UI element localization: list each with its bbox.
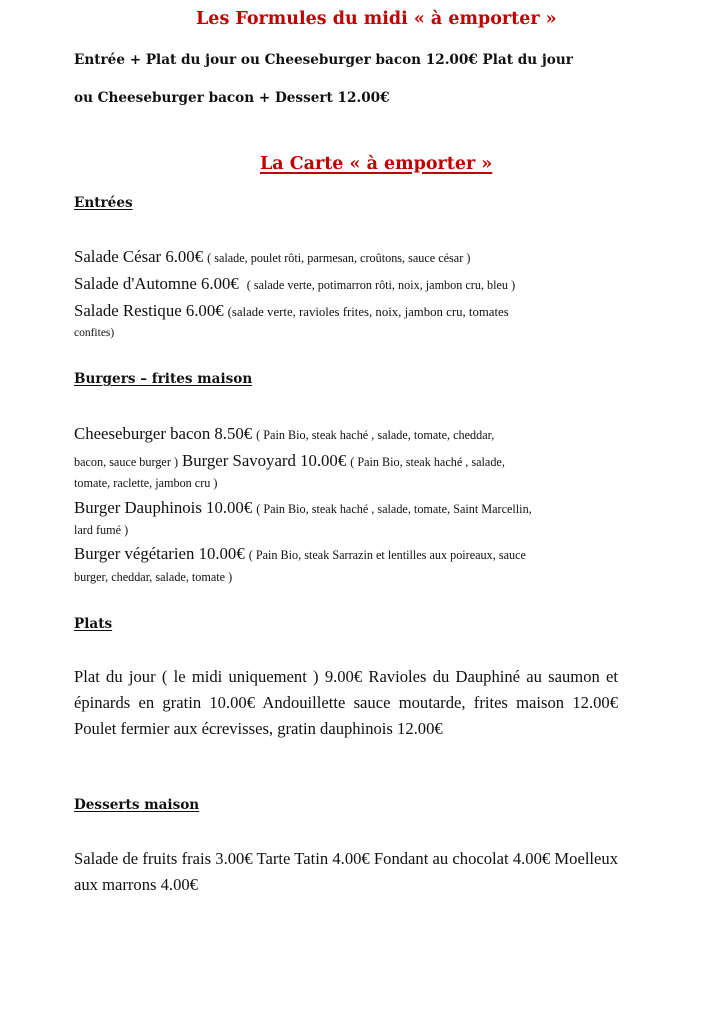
item-name-price: Salade d'Automne 6.00€ [74, 274, 239, 293]
item-description: ( Pain Bio, steak Sarrazin et lentilles aux poireaux, sauce [248, 548, 526, 562]
item-description-cont: bacon, sauce burger ) [74, 455, 178, 469]
item-description: ( Pain Bio, steak haché , salade, [350, 455, 505, 469]
item-description-cont: burger, cheddar, salade, tomate ) [74, 570, 233, 584]
menu-item [74, 424, 494, 444]
menu-item [74, 544, 526, 564]
item-name-price: Burger végétarien 10.00€ [74, 544, 245, 563]
item-name-price: Burger Savoyard 10.00€ [182, 451, 347, 470]
item-name-price: Cheeseburger bacon 8.50€ [74, 424, 253, 443]
menu-item [74, 274, 515, 294]
item-description: (salade verte, ravioles frites, noix, jambon cru, tomates [227, 305, 509, 319]
formule-line: ou Cheeseburger bacon + Dessert 12.00€ [74, 90, 390, 106]
menu-item [74, 301, 509, 321]
formule-line: Entrée + Plat du jour ou Cheeseburger bacon 12.00€ Plat du jour [74, 52, 573, 68]
menu-item [74, 451, 505, 471]
item-description: ( Pain Bio, steak haché , salade, tomate, cheddar, [256, 428, 495, 442]
item-name-price: Salade César 6.00€ [74, 247, 204, 266]
carte-title: La Carte « à emporter » [260, 154, 493, 174]
item-description-cont: tomate, raclette, jambon cru ) [74, 476, 218, 490]
section-heading-desserts: Desserts maison [74, 797, 200, 813]
item-description: ( Pain Bio, steak haché , salade, tomate, Saint Marcellin, [256, 502, 532, 516]
desserts-text: Salade de fruits frais 3.00€ Tarte Tatin 4.00€ Fondant au chocolat 4.00€ Moelleux aux marrons 4.00€ [74, 849, 618, 894]
menu-item [74, 247, 470, 267]
item-description: ( salade, poulet rôti, parmesan, croûtons, sauce césar ) [207, 251, 471, 265]
section-heading-burgers: Burgers – frites maison [74, 371, 253, 387]
item-name-price: Salade Restique 6.00€ [74, 301, 224, 320]
item-description-cont: lard fumé ) [74, 523, 129, 537]
item-description-cont: confites) [74, 327, 115, 339]
menu-item [74, 498, 532, 518]
item-name-price: Burger Dauphinois 10.00€ [74, 498, 253, 517]
formules-title: Les Formules du midi « à emporter » [196, 9, 557, 29]
plats-text: Plat du jour ( le midi uniquement ) 9.00€ Ravioles du Dauphiné au saumon et épinards en gratin 10.00€ Andouillette sauce moutarde, frites maison 12.00€ Poulet fermier aux écrevisses, gratin dauphinois 12.00€ [74, 667, 618, 738]
section-heading-entrees: Entrées [74, 195, 133, 211]
item-description: ( salade verte, potimarron rôti, noix, jambon cru, bleu ) [246, 278, 516, 292]
section-heading-plats: Plats [74, 616, 113, 632]
